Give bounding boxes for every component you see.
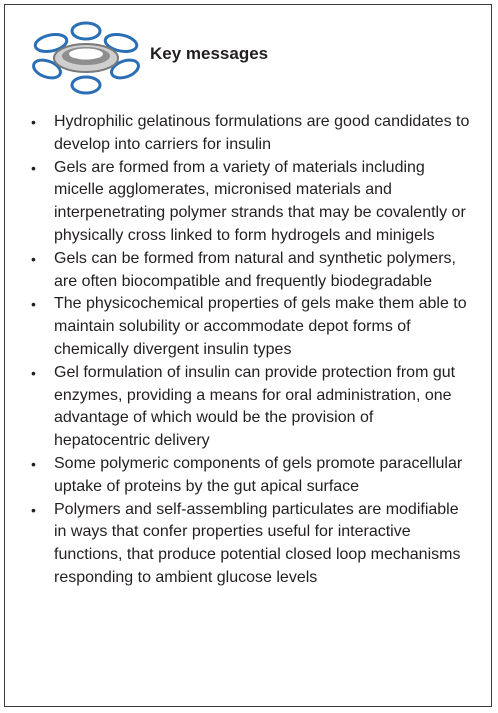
- message-text: Gels can be formed from natural and synthetic polymers, are often biocompatible and frequently biodegradable: [54, 249, 456, 290]
- bullet-icon: •: [31, 364, 36, 381]
- key-messages-box: [4, 4, 492, 707]
- list-item: [30, 248, 470, 294]
- message-text: Some polymeric components of gels promote paracellular uptake of proteins by the gut apical surface: [54, 454, 463, 495]
- list-item: [30, 111, 470, 157]
- bullet-icon: •: [31, 159, 36, 176]
- bullet-icon: •: [31, 296, 36, 313]
- bullet-icon: •: [31, 455, 36, 472]
- bullet-icon: •: [31, 501, 36, 518]
- key-messages-list: [30, 111, 470, 590]
- bullet-icon: •: [31, 114, 36, 130]
- message-text: Polymers and self-assembling particulates are modifiable in ways that confer properties useful for interactive functions, that produce potential closed loop mechanisms responding to ambient glucose levels: [54, 500, 461, 586]
- list-item: [30, 453, 470, 499]
- message-text: The physicochemical properties of gels make them able to maintain solubility or accommodate depot forms of chemically divergent insulin types: [54, 295, 467, 358]
- list-item: [30, 293, 470, 361]
- message-text: Gels are formed from a variety of materials including micelle agglomerates, micronised materials and interpenetrating polymer strands that may be covalently or physically cross linked to form hydrogels and minigels: [54, 158, 466, 244]
- key-messages-title: Key messages: [150, 44, 269, 63]
- message-text: Gel formulation of insulin can provide protection from gut enzymes, providing a means for oral administration, one advantage of which would be the provision of hepatocentric delivery: [54, 363, 456, 450]
- list-item: [30, 362, 470, 453]
- list-item: [30, 499, 470, 590]
- list-item: [30, 157, 470, 248]
- message-text: Hydrophilic gelatinous formulations are good candidates to develop into carriers for insulin: [54, 113, 470, 153]
- key-messages-header: [31, 19, 141, 99]
- hexagonal-ring-logo-icon: [31, 19, 141, 99]
- bullet-icon: •: [31, 250, 36, 267]
